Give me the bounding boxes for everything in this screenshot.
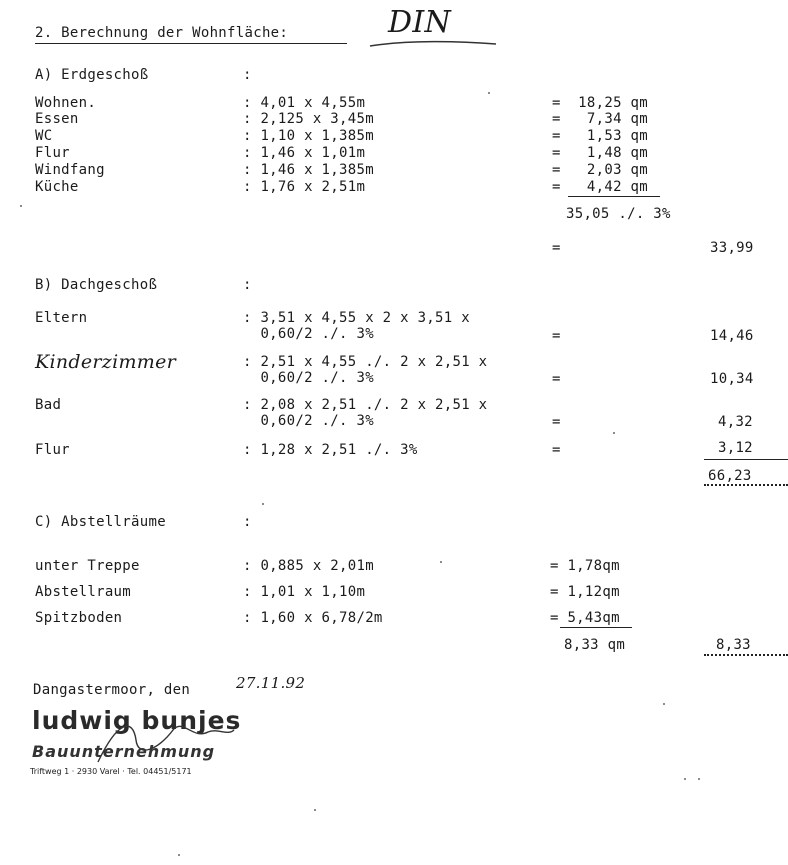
row-result: = 1,78qm [550, 558, 620, 574]
section-a-colon: : [243, 67, 252, 83]
section-b-total: 66,23 [708, 468, 752, 484]
company-stamp [28, 706, 244, 784]
scan-speck [262, 503, 264, 505]
subtotal-rule [560, 627, 632, 628]
row-label: WC [35, 128, 53, 144]
section-b-title: B) Dachgeschoß [35, 277, 158, 293]
double-underline [704, 654, 788, 656]
row-eq: = [552, 414, 561, 430]
row-formula: : 0,885 x 2,01m [243, 558, 374, 574]
row-formula: : 1,10 x 1,385m [243, 128, 374, 144]
row-formula: : 1,01 x 1,10m [243, 584, 366, 600]
scan-speck [663, 703, 665, 705]
row-label: Essen [35, 111, 79, 127]
subtotal-rule [704, 459, 788, 460]
section-c-colon: : [243, 514, 252, 530]
row-formula: : 2,51 x 4,55 ./. 2 x 2,51 x [243, 354, 488, 370]
stamp-address: Triftweg 1 · 2930 Varel · Tel. 04451/5171 [30, 767, 192, 776]
row-formula-cont: 0,60/2 ./. 3% [243, 413, 374, 429]
handwritten-underline [368, 38, 500, 50]
row-formula: : 1,76 x 2,51m [243, 179, 366, 195]
stamp-company-name: ludwig bunjes [32, 706, 242, 735]
section-a-subtotal: 35,05 ./. 3% [566, 206, 671, 222]
row-label: Flur [35, 442, 70, 458]
row-label-handwritten: Kinderzimmer [35, 351, 177, 373]
row-label: Abstellraum [35, 584, 132, 600]
handwritten-din-note: DIN [388, 5, 452, 40]
scan-speck [613, 432, 615, 434]
row-label: Windfang [35, 162, 105, 178]
row-result: = 1,12qm [550, 584, 620, 600]
section-b-colon: : [243, 277, 252, 293]
scan-speck [440, 561, 442, 563]
row-result: = 1,53 qm [552, 128, 649, 144]
section-c-title: C) Abstellräume [35, 514, 166, 530]
section-a-total-eq: = [552, 240, 561, 256]
scan-speck [488, 92, 490, 94]
row-result: = 2,03 qm [552, 162, 649, 178]
row-formula: : 1,46 x 1,01m [243, 145, 366, 161]
page-title: 2. Berechnung der Wohnfläche: [35, 25, 289, 41]
handwritten-signature [88, 710, 238, 770]
row-formula: : 1,60 x 6,78/2m [243, 610, 383, 626]
row-formula: : 2,08 x 2,51 ./. 2 x 2,51 x [243, 397, 488, 413]
row-label: Spitzboden [35, 610, 123, 626]
row-label: Bad [35, 397, 62, 413]
section-a-total: 33,99 [710, 240, 754, 256]
row-label: Flur [35, 145, 70, 161]
row-label: Eltern [35, 310, 88, 326]
row-formula-cont: 0,60/2 ./. 3% [243, 326, 374, 342]
handwritten-date: 27.11.92 [236, 674, 306, 692]
row-label: unter Treppe [35, 558, 140, 574]
row-result: = 18,25 qm [552, 95, 649, 111]
stamp-company-type: Bauunternehmung [32, 742, 216, 761]
row-result: = 1,48 qm [552, 145, 649, 161]
scan-speck [684, 778, 686, 780]
place-date: Dangastermoor, den [33, 682, 191, 698]
title-underline [35, 43, 347, 44]
scan-speck [314, 809, 316, 811]
section-a-title: A) Erdgeschoß [35, 67, 149, 83]
row-eq: = [552, 328, 561, 344]
scan-speck [20, 205, 22, 207]
row-value: 10,34 [710, 371, 754, 387]
row-formula: : 1,46 x 1,385m [243, 162, 374, 178]
scan-speck [698, 778, 700, 780]
row-formula: : 2,125 x 3,45m [243, 111, 374, 127]
section-c-subtotal: 8,33 qm [564, 637, 626, 653]
section-c-total: 8,33 [716, 637, 751, 653]
row-formula: : 1,28 x 2,51 ./. 3% [243, 442, 418, 458]
row-result: = 5,43qm [550, 610, 620, 626]
row-value: 3,12 [718, 440, 753, 456]
row-value: 14,46 [710, 328, 754, 344]
scan-speck [178, 854, 180, 856]
row-result: = 4,42 qm [552, 179, 649, 195]
row-formula: : 3,51 x 4,55 x 2 x 3,51 x [243, 310, 470, 326]
row-value: 4,32 [718, 414, 753, 430]
row-formula-cont: 0,60/2 ./. 3% [243, 370, 374, 386]
row-label: Wohnen. [35, 95, 97, 111]
row-formula: : 4,01 x 4,55m [243, 95, 366, 111]
row-result: = 7,34 qm [552, 111, 649, 127]
row-label: Küche [35, 179, 79, 195]
row-eq: = [552, 442, 561, 458]
subtotal-rule [568, 196, 660, 197]
row-eq: = [552, 371, 561, 387]
double-underline [704, 484, 788, 486]
